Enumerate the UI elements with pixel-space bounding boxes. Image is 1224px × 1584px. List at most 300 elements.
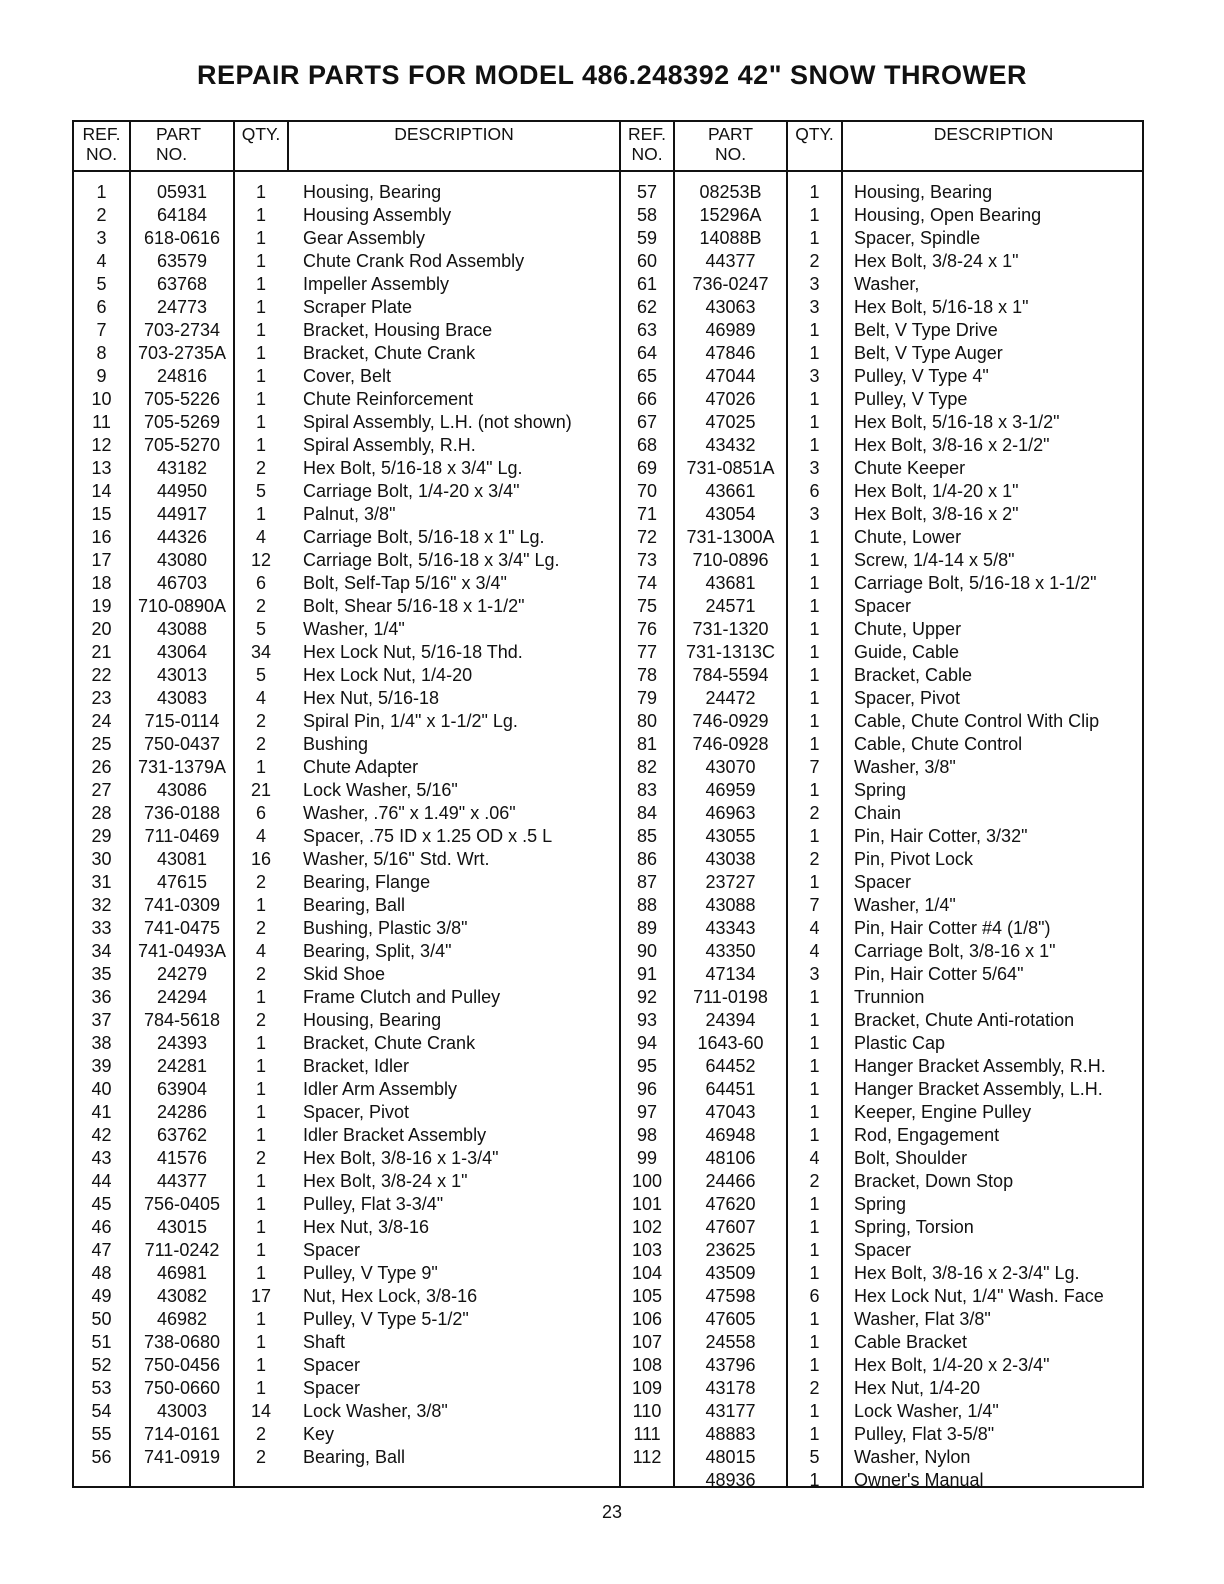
description: Pulley, V Type 5-1/2" xyxy=(303,1309,469,1329)
ref-number: 55 xyxy=(91,1424,112,1444)
table-row xyxy=(74,618,619,641)
ref-number: 6 xyxy=(96,297,107,317)
description: Idler Arm Assembly xyxy=(303,1079,458,1099)
table-row xyxy=(621,549,1144,572)
ref-number: 46 xyxy=(91,1217,112,1237)
part-number: 714-0161 xyxy=(143,1424,221,1444)
description: Spacer xyxy=(854,1240,912,1260)
part-number: 47044 xyxy=(705,366,756,386)
table-row xyxy=(621,1078,1144,1101)
quantity: 1 xyxy=(809,619,820,639)
part-number: 705-5270 xyxy=(143,435,221,455)
ref-number: 5 xyxy=(96,274,107,294)
quantity: 1 xyxy=(809,1056,820,1076)
quantity: 14 xyxy=(250,1401,272,1421)
table-row xyxy=(621,250,1144,273)
ref-number: 86 xyxy=(636,849,658,869)
quantity: 1 xyxy=(809,780,820,800)
description: Pulley, Flat 3-5/8" xyxy=(854,1424,995,1444)
parts-table xyxy=(72,120,1144,1488)
ref-number: 13 xyxy=(91,458,112,478)
ref-number: 93 xyxy=(636,1010,658,1030)
quantity: 5 xyxy=(255,619,266,639)
ref-number: 48 xyxy=(91,1263,112,1283)
table-row xyxy=(621,1193,1144,1216)
part-number: 24281 xyxy=(156,1056,208,1076)
description: Plastic Cap xyxy=(854,1033,946,1053)
description: Chute, Lower xyxy=(854,527,962,547)
description: Bearing, Split, 3/4" xyxy=(303,941,452,961)
table-row xyxy=(74,319,619,342)
table-row xyxy=(74,1193,619,1216)
ref-number: 20 xyxy=(91,619,112,639)
quantity: 1 xyxy=(809,1263,820,1283)
ref-number: 57 xyxy=(636,182,658,202)
ref-number: 98 xyxy=(636,1125,658,1145)
ref-number: 64 xyxy=(636,343,658,363)
table-row xyxy=(621,894,1144,917)
header-part-label: PART xyxy=(707,124,754,144)
ref-number: 28 xyxy=(91,803,112,823)
quantity: 1 xyxy=(809,320,820,340)
part-number: 741-0309 xyxy=(143,895,221,915)
table-row xyxy=(621,710,1144,733)
quantity: 21 xyxy=(250,780,272,800)
table-row xyxy=(621,641,1144,664)
quantity: 4 xyxy=(255,688,266,708)
description: Impeller Assembly xyxy=(303,274,450,294)
table-row xyxy=(74,1308,619,1331)
ref-number: 101 xyxy=(631,1194,663,1214)
description: Housing, Bearing xyxy=(854,182,993,202)
description: Hex Bolt, 3/8-16 x 2-3/4" Lg. xyxy=(854,1263,1080,1283)
quantity: 4 xyxy=(809,1148,820,1168)
quantity: 1 xyxy=(809,1401,820,1421)
description: Hex Bolt, 3/8-16 x 2-1/2" xyxy=(854,435,1050,455)
part-number: 43088 xyxy=(705,895,756,915)
quantity: 1 xyxy=(255,274,266,294)
quantity: 1 xyxy=(809,1470,820,1490)
table-row xyxy=(621,1239,1144,1262)
description: Chute Reinforcement xyxy=(303,389,474,409)
header-qty-label: QTY. xyxy=(241,124,281,144)
description: Bearing, Flange xyxy=(303,872,431,892)
description: Pulley, V Type xyxy=(854,389,968,409)
part-number: 750-0660 xyxy=(143,1378,221,1398)
table-row xyxy=(74,480,619,503)
description: Hex Lock Nut, 5/16-18 Thd. xyxy=(303,642,523,662)
description: Hex Bolt, 3/8-16 x 2" xyxy=(854,504,1019,524)
part-number: 741-0919 xyxy=(143,1447,221,1467)
table-row xyxy=(74,1239,619,1262)
description: Washer, .76" x 1.49" x .06" xyxy=(303,803,516,823)
ref-number: 33 xyxy=(91,918,112,938)
table-row xyxy=(74,1147,619,1170)
part-number: 24394 xyxy=(705,1010,756,1030)
table-row xyxy=(74,894,619,917)
description: Spacer xyxy=(303,1355,361,1375)
part-number: 23625 xyxy=(705,1240,756,1260)
ref-number: 60 xyxy=(636,251,658,271)
part-number: 43054 xyxy=(705,504,756,524)
table-row xyxy=(621,411,1144,434)
ref-number: 35 xyxy=(91,964,112,984)
description: Chute Keeper xyxy=(854,458,966,478)
ref-number: 110 xyxy=(632,1401,662,1421)
description: Spiral Assembly, R.H. xyxy=(303,435,476,455)
description: Lock Washer, 3/8" xyxy=(303,1401,448,1421)
part-number: 47598 xyxy=(705,1286,756,1306)
part-number: 705-5269 xyxy=(143,412,221,432)
part-number: 43003 xyxy=(156,1401,208,1421)
ref-number: 8 xyxy=(96,343,107,363)
description: Skid Shoe xyxy=(303,964,386,984)
quantity: 4 xyxy=(809,941,820,961)
quantity: 3 xyxy=(809,964,820,984)
quantity: 2 xyxy=(255,1010,266,1030)
description: Washer, xyxy=(854,274,920,294)
ref-number: 49 xyxy=(91,1286,112,1306)
table-row xyxy=(74,411,619,434)
quantity: 1 xyxy=(255,182,266,202)
part-number: 703-2735A xyxy=(137,343,227,363)
quantity: 1 xyxy=(809,1355,820,1375)
ref-number: 37 xyxy=(91,1010,112,1030)
header-part xyxy=(131,124,233,164)
ref-number: 77 xyxy=(636,642,658,662)
part-number: 63579 xyxy=(156,251,208,271)
table-row xyxy=(621,802,1144,825)
ref-number: 18 xyxy=(91,573,112,593)
quantity: 5 xyxy=(255,481,266,501)
ref-number: 31 xyxy=(91,872,112,892)
table-row xyxy=(74,733,619,756)
description: Hex Lock Nut, 1/4-20 xyxy=(303,665,473,685)
quantity: 1 xyxy=(255,412,266,432)
description: Hex Nut, 3/8-16 xyxy=(303,1217,430,1237)
table-row xyxy=(621,1400,1144,1423)
quantity: 1 xyxy=(809,1033,820,1053)
table-row xyxy=(74,227,619,250)
description: Hex Bolt, 3/8-16 x 1-3/4" xyxy=(303,1148,499,1168)
description: Owner's Manual xyxy=(854,1470,984,1490)
quantity: 16 xyxy=(250,849,272,869)
part-number: 47025 xyxy=(705,412,756,432)
part-number: 46963 xyxy=(705,803,756,823)
part-number: 47620 xyxy=(705,1194,756,1214)
ref-number: 66 xyxy=(636,389,658,409)
description: Guide, Cable xyxy=(854,642,960,662)
table-row xyxy=(74,825,619,848)
part-number: 24279 xyxy=(156,964,208,984)
ref-number: 90 xyxy=(636,941,658,961)
ref-number: 75 xyxy=(636,596,658,616)
quantity: 2 xyxy=(809,251,820,271)
ref-number: 85 xyxy=(636,826,658,846)
ref-number: 2 xyxy=(96,205,107,225)
quantity: 1 xyxy=(255,1240,266,1260)
quantity: 1 xyxy=(809,228,820,248)
part-number: 43015 xyxy=(156,1217,208,1237)
table-row xyxy=(74,181,619,204)
description: Carriage Bolt, 3/8-16 x 1" xyxy=(854,941,1056,961)
description: Chute, Upper xyxy=(854,619,962,639)
ref-number: 94 xyxy=(636,1033,658,1053)
ref-number: 19 xyxy=(91,596,112,616)
part-number: 46948 xyxy=(705,1125,756,1145)
part-number: 43055 xyxy=(705,826,756,846)
quantity: 1 xyxy=(255,1056,266,1076)
description: Spacer, Pivot xyxy=(303,1102,410,1122)
ref-number: 87 xyxy=(636,872,658,892)
ref-number: 9 xyxy=(96,366,107,386)
table-row xyxy=(74,1055,619,1078)
ref-number: 51 xyxy=(91,1332,112,1352)
header-part-right xyxy=(675,124,786,164)
part-number: 44326 xyxy=(156,527,208,547)
description: Chain xyxy=(854,803,902,823)
ref-number: 91 xyxy=(636,964,658,984)
description: Pin, Pivot Lock xyxy=(854,849,974,869)
part-number: 741-0475 xyxy=(143,918,221,938)
header-part-no-label: NO. xyxy=(156,144,188,164)
ref-number: 78 xyxy=(636,665,658,685)
description: Spiral Assembly, L.H. (not shown) xyxy=(303,412,572,432)
table-row xyxy=(74,342,619,365)
ref-number: 73 xyxy=(636,550,658,570)
quantity: 6 xyxy=(255,803,266,823)
table-row xyxy=(74,204,619,227)
part-number: 43064 xyxy=(156,642,208,662)
quantity: 1 xyxy=(255,504,266,524)
part-number: 44950 xyxy=(156,481,208,501)
header-qty-label: QTY. xyxy=(795,124,834,144)
part-number: 48106 xyxy=(705,1148,756,1168)
quantity: 1 xyxy=(809,1332,820,1352)
ref-number: 23 xyxy=(91,688,112,708)
part-number: 618-0616 xyxy=(143,228,221,248)
quantity: 7 xyxy=(809,757,820,777)
table-row xyxy=(621,940,1144,963)
description: Hex Bolt, 3/8-24 x 1" xyxy=(854,251,1019,271)
part-number: 43177 xyxy=(705,1401,756,1421)
ref-number: 103 xyxy=(631,1240,663,1260)
quantity: 2 xyxy=(255,1148,266,1168)
quantity: 4 xyxy=(809,918,820,938)
part-number: 710-0896 xyxy=(692,550,769,570)
table-row xyxy=(621,963,1144,986)
description: Cable Bracket xyxy=(854,1332,968,1352)
quantity: 1 xyxy=(809,987,820,1007)
description: Pulley, V Type 9" xyxy=(303,1263,438,1283)
ref-number: 36 xyxy=(91,987,112,1007)
table-row xyxy=(621,1216,1144,1239)
description: Scraper Plate xyxy=(303,297,413,317)
ref-number: 76 xyxy=(636,619,658,639)
part-number: 47134 xyxy=(705,964,756,984)
part-number: 46703 xyxy=(156,573,208,593)
quantity: 1 xyxy=(809,711,820,731)
table-row xyxy=(74,641,619,664)
part-number: 731-0851A xyxy=(686,458,775,478)
part-number: 746-0929 xyxy=(692,711,769,731)
table-row xyxy=(621,388,1144,411)
table-row xyxy=(74,802,619,825)
table-row xyxy=(621,434,1144,457)
table-row xyxy=(74,1124,619,1147)
description: Housing Assembly xyxy=(303,205,452,225)
ref-number: 3 xyxy=(96,228,107,248)
quantity: 5 xyxy=(255,665,266,685)
quantity: 1 xyxy=(809,1125,820,1145)
description: Bracket, Chute Crank xyxy=(303,343,476,363)
quantity: 1 xyxy=(809,826,820,846)
ref-number: 53 xyxy=(91,1378,112,1398)
ref-number: 65 xyxy=(636,366,658,386)
table-row xyxy=(621,1124,1144,1147)
table-row xyxy=(74,1423,619,1446)
part-number: 43343 xyxy=(705,918,756,938)
quantity: 1 xyxy=(255,205,266,225)
ref-number: 83 xyxy=(636,780,658,800)
table-row xyxy=(74,917,619,940)
table-row xyxy=(621,756,1144,779)
table-row xyxy=(74,250,619,273)
part-number: 48936 xyxy=(705,1470,756,1490)
part-number: 736-0247 xyxy=(692,274,769,294)
quantity: 1 xyxy=(809,182,820,202)
header-ref-no-label: NO. xyxy=(85,144,118,164)
description: Shaft xyxy=(303,1332,346,1352)
part-number: 43082 xyxy=(156,1286,208,1306)
table-row xyxy=(74,1101,619,1124)
table-row xyxy=(74,1331,619,1354)
description: Washer, Nylon xyxy=(854,1447,971,1467)
ref-number: 95 xyxy=(636,1056,658,1076)
description: Bracket, Chute Crank xyxy=(303,1033,476,1053)
description: Hex Bolt, 5/16-18 x 1" xyxy=(854,297,1029,317)
part-number: 750-0456 xyxy=(143,1355,221,1375)
header-part-label: PART xyxy=(156,124,202,144)
ref-number: 80 xyxy=(636,711,658,731)
part-number: 43083 xyxy=(156,688,208,708)
description: Washer, 5/16" Std. Wrt. xyxy=(303,849,490,869)
ref-number: 79 xyxy=(636,688,658,708)
description: Spiral Pin, 1/4" x 1-1/2" Lg. xyxy=(303,711,518,731)
description: Pulley, Flat 3-3/4" xyxy=(303,1194,444,1214)
description: Spring, Torsion xyxy=(854,1217,974,1237)
quantity: 17 xyxy=(250,1286,272,1306)
part-number: 08253B xyxy=(699,182,762,202)
part-number: 46981 xyxy=(156,1263,208,1283)
ref-number: 84 xyxy=(636,803,658,823)
ref-number: 70 xyxy=(636,481,658,501)
quantity: 2 xyxy=(255,711,266,731)
table-row xyxy=(621,1331,1144,1354)
quantity: 1 xyxy=(809,343,820,363)
part-number: 715-0114 xyxy=(144,711,220,731)
quantity: 1 xyxy=(809,596,820,616)
description: Carriage Bolt, 5/16-18 x 1-1/2" xyxy=(854,573,1097,593)
description: Spacer xyxy=(303,1240,361,1260)
quantity: 1 xyxy=(255,435,266,455)
ref-number: 14 xyxy=(91,481,112,501)
description: Bolt, Shoulder xyxy=(854,1148,968,1168)
part-number: 47043 xyxy=(705,1102,756,1122)
table-row xyxy=(621,342,1144,365)
table-row xyxy=(74,503,619,526)
quantity: 1 xyxy=(809,205,820,225)
table-row xyxy=(74,1446,619,1469)
part-number: 24816 xyxy=(156,366,208,386)
table-row xyxy=(74,296,619,319)
part-number: 750-0437 xyxy=(143,734,221,754)
part-number: 43661 xyxy=(705,481,756,501)
part-number: 705-5226 xyxy=(143,389,221,409)
header-description xyxy=(289,124,619,144)
description: Bolt, Self-Tap 5/16" x 3/4" xyxy=(303,573,507,593)
part-number: 24773 xyxy=(156,297,208,317)
table-row xyxy=(621,1285,1144,1308)
part-number: 43178 xyxy=(705,1378,756,1398)
table-row xyxy=(621,1009,1144,1032)
quantity: 2 xyxy=(809,803,820,823)
table-row xyxy=(74,664,619,687)
part-number: 24393 xyxy=(156,1033,208,1053)
part-number: 1643-60 xyxy=(697,1033,764,1053)
part-number: 784-5594 xyxy=(692,665,769,685)
description: Carriage Bolt, 1/4-20 x 3/4" xyxy=(303,481,520,501)
ref-number: 17 xyxy=(91,550,112,570)
description: Bushing, Plastic 3/8" xyxy=(303,918,468,938)
quantity: 3 xyxy=(809,274,820,294)
description: Chute Crank Rod Assembly xyxy=(303,251,525,271)
quantity: 12 xyxy=(250,550,272,570)
part-number: 46982 xyxy=(156,1309,208,1329)
description: Idler Bracket Assembly xyxy=(303,1125,487,1145)
part-number: 47026 xyxy=(705,389,756,409)
quantity: 1 xyxy=(255,228,266,248)
description: Cable, Chute Control With Clip xyxy=(854,711,1100,731)
quantity: 1 xyxy=(809,872,820,892)
part-number: 731-1379A xyxy=(137,757,227,777)
quantity: 1 xyxy=(255,1194,266,1214)
header-description-label: DESCRIPTION xyxy=(933,124,1054,144)
table-row xyxy=(621,687,1144,710)
part-number: 784-5618 xyxy=(143,1010,221,1030)
part-number: 05931 xyxy=(156,182,208,202)
part-number: 731-1320 xyxy=(692,619,769,639)
header-ref-right xyxy=(621,124,673,164)
description: Housing, Bearing xyxy=(303,182,442,202)
ref-number: 50 xyxy=(91,1309,112,1329)
description: Bearing, Ball xyxy=(303,1447,406,1467)
description: Cable, Chute Control xyxy=(854,734,1023,754)
header-qty xyxy=(235,124,287,144)
part-number: 24571 xyxy=(705,596,756,616)
description: Bracket, Housing Brace xyxy=(303,320,493,340)
description: Washer, 3/8" xyxy=(854,757,956,777)
ref-number: 11 xyxy=(92,412,111,432)
part-number: 44917 xyxy=(156,504,208,524)
part-number: 24294 xyxy=(156,987,208,1007)
page-title: REPAIR PARTS FOR MODEL 486.248392 42" SNOW THROWER xyxy=(197,60,1027,90)
part-number: 63762 xyxy=(156,1125,208,1145)
quantity: 1 xyxy=(809,573,820,593)
part-number: 64184 xyxy=(156,205,208,225)
table-row xyxy=(74,365,619,388)
table-row xyxy=(621,1423,1144,1446)
